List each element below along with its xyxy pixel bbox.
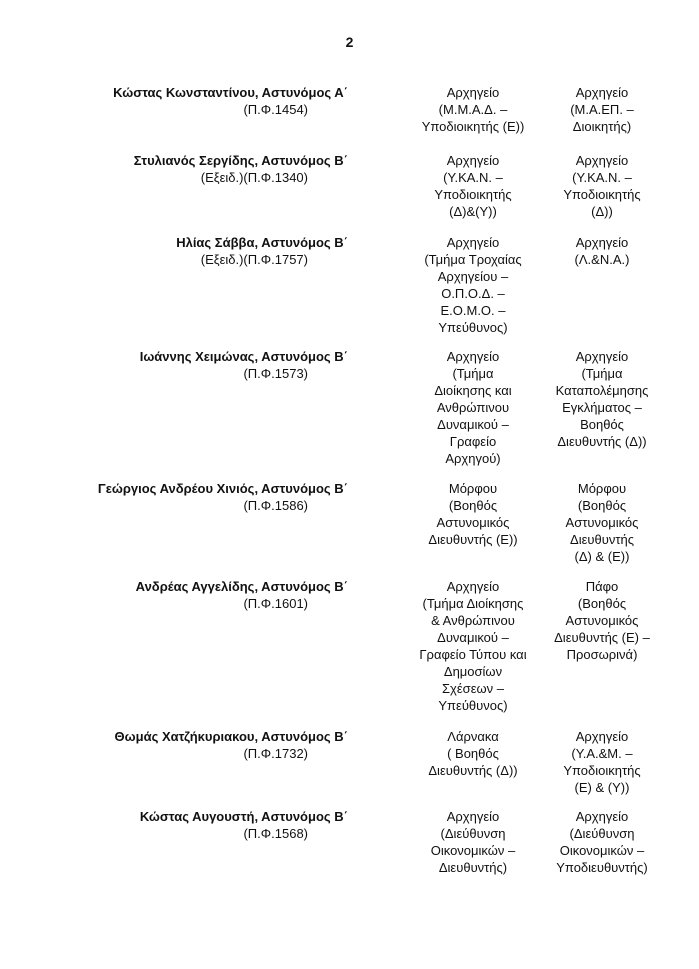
officer-code: (Π.Φ.1586) [243,498,308,513]
officer-name: Κώστας Αυγουστή, Αστυνόμος Β΄ [139,809,348,824]
text-line: Αρχηγού) [445,451,501,466]
officer [60,808,348,842]
text-line: (Μ.Α.ΕΠ. – [570,102,634,117]
transfer-from [408,152,538,220]
text-line: Υπεύθυνος) [438,698,508,713]
officer-name: Στυλιανός Σεργίδης, Αστυνόμος Β΄ [133,153,348,168]
text-line: Γραφείο [449,434,497,449]
text-line: Διευθυντής (Ε) – [554,630,650,645]
text-line: (Διεύθυνση [440,826,506,841]
text-line: Αστυνομικός [565,515,639,530]
text-line: Αστυνομικός [565,613,639,628]
text-line: Υποδιοικητής [563,187,641,202]
text-line: (Υ.ΚΑ.Ν. – [572,170,632,185]
transfer-from [408,234,538,336]
text-line: Μόρφου [448,481,498,496]
text-line: Αρχηγείο [575,349,629,364]
text-line: ( Βοηθός [447,746,499,761]
text-line: Βοηθός [580,417,624,432]
text-line: Αρχηγείο [446,85,500,100]
text-line: (Λ.&Ν.Α.) [574,252,630,267]
officer-code: (Π.Φ.1568) [243,826,308,841]
text-line: Αρχηγείο [575,729,629,744]
text-line: Αστυνομικός [436,515,510,530]
text-line: Υποδιοικητής [563,763,641,778]
transfer-to [542,234,662,268]
text-line: Διοίκησης και [434,383,512,398]
text-line: Αρχηγείο [575,235,629,250]
text-line: Αρχηγείο [446,153,500,168]
officer [60,84,348,118]
text-line: Αρχηγείο [575,809,629,824]
text-line: Διευθυντής) [438,860,508,875]
transfer-from [408,578,538,714]
text-line: (Βοηθός [577,498,627,513]
text-line: (Δ)&(Υ)) [449,204,497,219]
transfer-from [408,808,538,876]
text-line: Υποδιευθυντής) [556,860,648,875]
text-line: (Μ.Μ.Α.Δ. – [438,102,508,117]
text-line: Ο.Π.Ο.Δ. – [441,286,505,301]
text-line: Οικονομικών – [430,843,516,858]
text-line: Αρχηγείο [446,809,500,824]
transfer-to [542,728,662,796]
officer [60,348,348,382]
transfer-to [542,152,662,220]
officer [60,152,348,186]
text-line: Υποδιοικητής (Ε)) [421,119,525,134]
officer-code: (Π.Φ.1601) [243,596,308,611]
text-line: Διευθυντής (Δ)) [428,763,518,778]
text-line: (Δ) & (Ε)) [574,549,630,564]
officer-code: (Π.Φ.1732) [243,746,308,761]
transfer-from [408,480,538,548]
officer-code: (Π.Φ.1454) [243,102,308,117]
text-line: Εγκλήματος – [562,400,642,415]
officer-name: Ηλίας Σάββα, Αστυνόμος Β΄ [176,235,348,250]
text-line: (Τμήμα [452,366,494,381]
text-line: Ε.Ο.Μ.Ο. – [440,303,506,318]
page-number: 2 [345,34,354,50]
text-line: Καταπολέμησης [555,383,649,398]
transfer-to [542,808,662,876]
text-line: Διοικητής) [572,119,632,134]
text-line: (Υ.Α.&Μ. – [571,746,633,761]
text-line: Αρχηγείο [446,235,500,250]
officer-name: Ανδρέας Αγγελίδης, Αστυνόμος Β΄ [135,579,348,594]
officer [60,480,348,514]
text-line: Λάρνακα [447,729,499,744]
text-line: Δυναμικού – [437,417,509,432]
text-line: Διευθυντής (Ε)) [428,532,518,547]
officer-code: (Εξειδ.)(Π.Φ.1340) [200,170,308,185]
text-line: (Βοηθός [577,596,627,611]
text-line: (Διεύθυνση [569,826,635,841]
text-line: Σχέσεων – [442,681,504,696]
text-line: Ανθρώπινου [436,400,510,415]
text-line: Μόρφου [577,481,627,496]
text-line: Οικονομικών – [559,843,645,858]
officer-name: Γεώργιος Ανδρέου Χινιός, Αστυνόμος Β΄ [97,481,348,496]
transfer-from [408,728,538,779]
text-line: (Τμήμα [581,366,623,381]
text-line: Διευθυντής (Δ)) [557,434,647,449]
text-line: Δημοσίων [443,664,503,679]
transfer-to [542,348,662,450]
text-line: Γραφείο Τύπου και [419,647,527,662]
text-line: Αρχηγείο [575,153,629,168]
text-line: Υπεύθυνος) [438,320,508,335]
text-line: Υποδιοικητής [434,187,512,202]
text-line: (Δ)) [591,204,613,219]
text-line: Διευθυντής [570,532,634,547]
officer [60,728,348,762]
officer-name: Θωμάς Χατζήκυριακου, Αστυνόμος Β΄ [114,729,348,744]
text-line: (Τμήμα Τροχαίας [424,252,522,267]
officer-name: Ιωάννης Χειμώνας, Αστυνόμος Β΄ [139,349,348,364]
text-line: (Υ.ΚΑ.Ν. – [443,170,503,185]
officer-code: (Π.Φ.1573) [243,366,308,381]
transfer-to [542,480,662,565]
text-line: Πάφο [585,579,619,594]
text-line: Δυναμικού – [437,630,509,645]
text-line: & Ανθρώπινου [431,613,515,628]
transfer-from [408,348,538,467]
text-line: Αρχηγείο [575,85,629,100]
transfer-from [408,84,538,135]
transfer-to [542,578,662,663]
officer [60,578,348,612]
text-line: Προσωρινά) [566,647,638,662]
officer [60,234,348,268]
officer-name: Κώστας Κωνσταντίνου, Αστυνόμος Α΄ [113,85,348,100]
officer-code: (Εξειδ.)(Π.Φ.1757) [200,252,308,267]
text-line: (Τμήμα Διοίκησης [422,596,524,611]
text-line: Αρχηγείο [446,349,500,364]
text-line: (Ε) & (Υ)) [574,780,630,795]
transfer-to [542,84,662,135]
text-line: Αρχηγείο [446,579,500,594]
text-line: (Βοηθός [448,498,498,513]
text-line: Αρχηγείου – [437,269,509,284]
